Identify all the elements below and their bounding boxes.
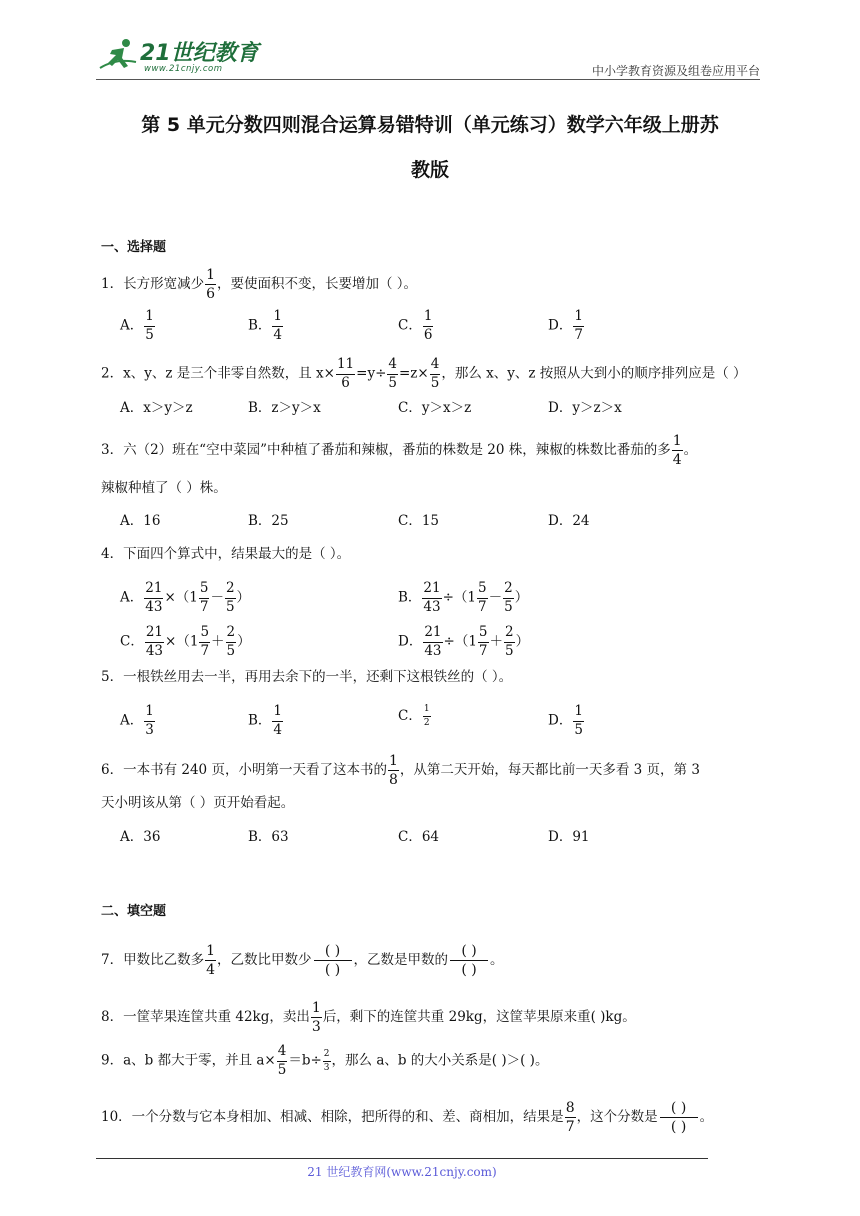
fraction: $\frac{1}{7}$ xyxy=(574,308,583,343)
fraction: $\frac{21}{43}$ xyxy=(424,624,442,659)
question-9: 9．a、b 都大于零，并且 a× $\frac{4}{5}$ ＝b÷ $\frac{2}{3}$ ，那么 a、b 的大小关系是( )＞( )。 xyxy=(101,1043,549,1078)
q4-option-b[interactable]: B． $\frac{21}{43}$ ÷（1 $\frac{5}{7}$ － $\frac{2}{5}$ ） xyxy=(398,580,529,615)
fraction: $\frac{1}{5}$ xyxy=(145,308,154,343)
fraction: $\frac{5}{7}$ xyxy=(200,624,210,659)
q2-option-a[interactable]: A．x＞y＞z xyxy=(120,400,193,416)
fraction: $\frac{4}{5}$ xyxy=(388,356,397,391)
fraction: $\frac{8}{7}$ xyxy=(565,1100,575,1135)
q3-option-d[interactable]: D．24 xyxy=(548,513,590,529)
fraction: $\frac{1}{2}$ xyxy=(423,704,430,728)
fraction: $\frac{1}{8}$ xyxy=(388,753,398,788)
q5-option-b[interactable]: B． $\frac{1}{4}$ xyxy=(248,703,283,738)
fraction: $\frac{1}{4}$ xyxy=(273,308,283,343)
question-text: 1．长方形宽减少 xyxy=(101,276,205,292)
q6-option-d[interactable]: D．91 xyxy=(548,829,590,845)
platform-name: 中小学教育资源及组卷应用平台 xyxy=(591,64,760,78)
q6-option-c[interactable]: C．64 xyxy=(398,829,440,845)
q1-option-c[interactable]: C． $\frac{1}{6}$ xyxy=(398,308,433,343)
logo-url: www.21cnjy.com xyxy=(144,64,223,74)
footer-divider xyxy=(96,1158,708,1159)
q4-option-d[interactable]: D． $\frac{21}{43}$ ÷（1 $\frac{5}{7}$ ＋ $\frac{2}{5}$ ） xyxy=(398,624,530,659)
fraction: $\frac{2}{3}$ xyxy=(323,1048,330,1073)
q4-option-a[interactable]: A． $\frac{21}{43}$ ×（1 $\frac{5}{7}$ － $\frac{2}{5}$ ） xyxy=(120,580,251,615)
fraction: $\frac{21}{43}$ xyxy=(145,580,163,615)
q5-option-a[interactable]: A． $\frac{1}{3}$ xyxy=(120,703,154,738)
question-text: ，要使面积不变，长要增加（ ）。 xyxy=(217,276,418,292)
fraction: $\frac{1}{4}$ xyxy=(273,703,283,738)
fraction: $\frac{5}{7}$ xyxy=(199,580,209,615)
footer-link[interactable]: 21 世纪教育网(www.21cnjy.com) xyxy=(307,1165,497,1179)
fraction: $\frac{5}{7}$ xyxy=(478,580,487,615)
q1-option-a[interactable]: A． $\frac{1}{5}$ xyxy=(120,308,154,343)
q4-option-c[interactable]: C． $\frac{21}{43}$ ×（1 $\frac{5}{7}$ ＋ $\frac{2}{5}$ ） xyxy=(120,624,251,659)
fraction: $\frac{2}{5}$ xyxy=(504,580,513,615)
fraction: $\frac{1}{5}$ xyxy=(574,703,583,738)
fraction: $\frac{21}{43}$ xyxy=(145,624,164,659)
q3-option-b[interactable]: B．25 xyxy=(248,513,289,529)
fraction: $\frac{1}{6}$ xyxy=(423,308,433,343)
fraction: $\frac{4}{5}$ xyxy=(277,1043,287,1078)
q5-option-c[interactable]: C． $\frac{1}{2}$ xyxy=(398,704,430,728)
logo-wordmark: 21世纪教育 xyxy=(140,41,259,66)
fraction: $\frac{2}{5}$ xyxy=(226,624,236,659)
question-2: 2．x、y、z 是三个非零自然数，且 x× $\frac{11}{6}$ =y÷ $\frac{4}{5}$ =z× $\frac{4}{5}$ ，那么 x、y、z 按照从大到小的顺序排列应是（ ） xyxy=(101,356,747,391)
page-header xyxy=(96,30,760,80)
site-logo xyxy=(96,30,261,80)
fraction: $\frac{11}{6}$ xyxy=(336,356,355,391)
header-divider xyxy=(96,79,760,80)
q2-option-b[interactable]: B．z＞y＞x xyxy=(248,400,321,416)
fraction: $\frac{1}{3}$ xyxy=(145,703,154,738)
fraction: $\frac{1}{4}$ xyxy=(206,943,216,978)
question-5: 5．一根铁丝用去一半，再用去余下的一半，还剩下这根铁丝的（ ）。 xyxy=(101,669,513,685)
fraction: $\frac{2}{5}$ xyxy=(225,580,235,615)
question-10: 10．一个分数与它本身相加、相减、相除，把所得的和、差、商相加，结果是 $\frac{8}{7}$ ，这个分数是 ( ) ( ) 。 xyxy=(101,1100,714,1135)
document-title-line1: 第 5 单元分数四则混合运算易错特训（单元练习）数学六年级上册苏 xyxy=(141,114,719,136)
q5-option-d[interactable]: D． $\frac{1}{5}$ xyxy=(548,703,583,738)
question-1 xyxy=(101,268,417,301)
section-fill-heading: 二、填空题 xyxy=(101,904,167,919)
question-3: 3．六（2）班在“空中菜园”中种植了番茄和辣椒，番茄的株数是 20 株，辣椒的株数比番茄的多 $\frac{1}{4}$ 。 xyxy=(101,433,698,468)
q3-option-a[interactable]: A．16 xyxy=(120,513,161,529)
answer-blank[interactable]: ( ) ( ) xyxy=(660,1101,698,1134)
fraction: $\frac{1}{4}$ xyxy=(672,433,682,468)
answer-blank[interactable]: ( ) ( ) xyxy=(450,944,488,977)
q2-option-d[interactable]: D．y＞z＞x xyxy=(548,400,622,416)
section-choice-heading: 一、选择题 xyxy=(101,240,167,255)
document-title-line2: 教版 xyxy=(410,159,449,181)
runner-logo-icon xyxy=(98,36,138,76)
answer-blank[interactable]: ( ) ( ) xyxy=(314,944,352,977)
fraction: $\frac{5}{7}$ xyxy=(478,624,488,659)
question-3-line2: 辣椒种植了（ ）株。 xyxy=(101,480,227,496)
fraction: $\frac{4}{5}$ xyxy=(430,356,440,391)
q2-option-c[interactable]: C．y＞x＞z xyxy=(398,400,472,416)
fraction: $\frac{21}{43}$ xyxy=(423,580,441,615)
fraction: $\frac{2}{5}$ xyxy=(505,624,514,659)
question-8: 8．一筐苹果连筐共重 42kg，卖出 $\frac{1}{3}$ 后，剩下的连筐共重 29kg，这筐苹果原来重( )kg。 xyxy=(101,1000,636,1035)
question-7: 7．甲数比乙数多 $\frac{1}{4}$ ，乙数比甲数少 ( ) ( ) ，乙数是甲数的 ( ) ( ) 。 xyxy=(101,943,504,978)
fraction: $\frac{1}{6}$ xyxy=(206,267,216,302)
q1-option-b[interactable]: B． $\frac{1}{4}$ xyxy=(248,308,283,343)
fraction: $\frac{1}{3}$ xyxy=(311,1000,321,1035)
q6-option-b[interactable]: B．63 xyxy=(248,829,289,845)
q1-option-d[interactable]: D． $\frac{1}{7}$ xyxy=(548,308,583,343)
question-6: 6．一本书有 240 页，小明第一天看了这本书的 $\frac{1}{8}$ ，从第二天开始，每天都比前一天多看 3 页，第 3 xyxy=(101,753,700,788)
q6-option-a[interactable]: A．36 xyxy=(120,829,161,845)
question-4: 4．下面四个算式中，结果最大的是（ ）。 xyxy=(101,546,351,562)
question-6-line2: 天小明该从第（ ）页开始看起。 xyxy=(101,795,295,811)
q3-option-c[interactable]: C．15 xyxy=(398,513,440,529)
